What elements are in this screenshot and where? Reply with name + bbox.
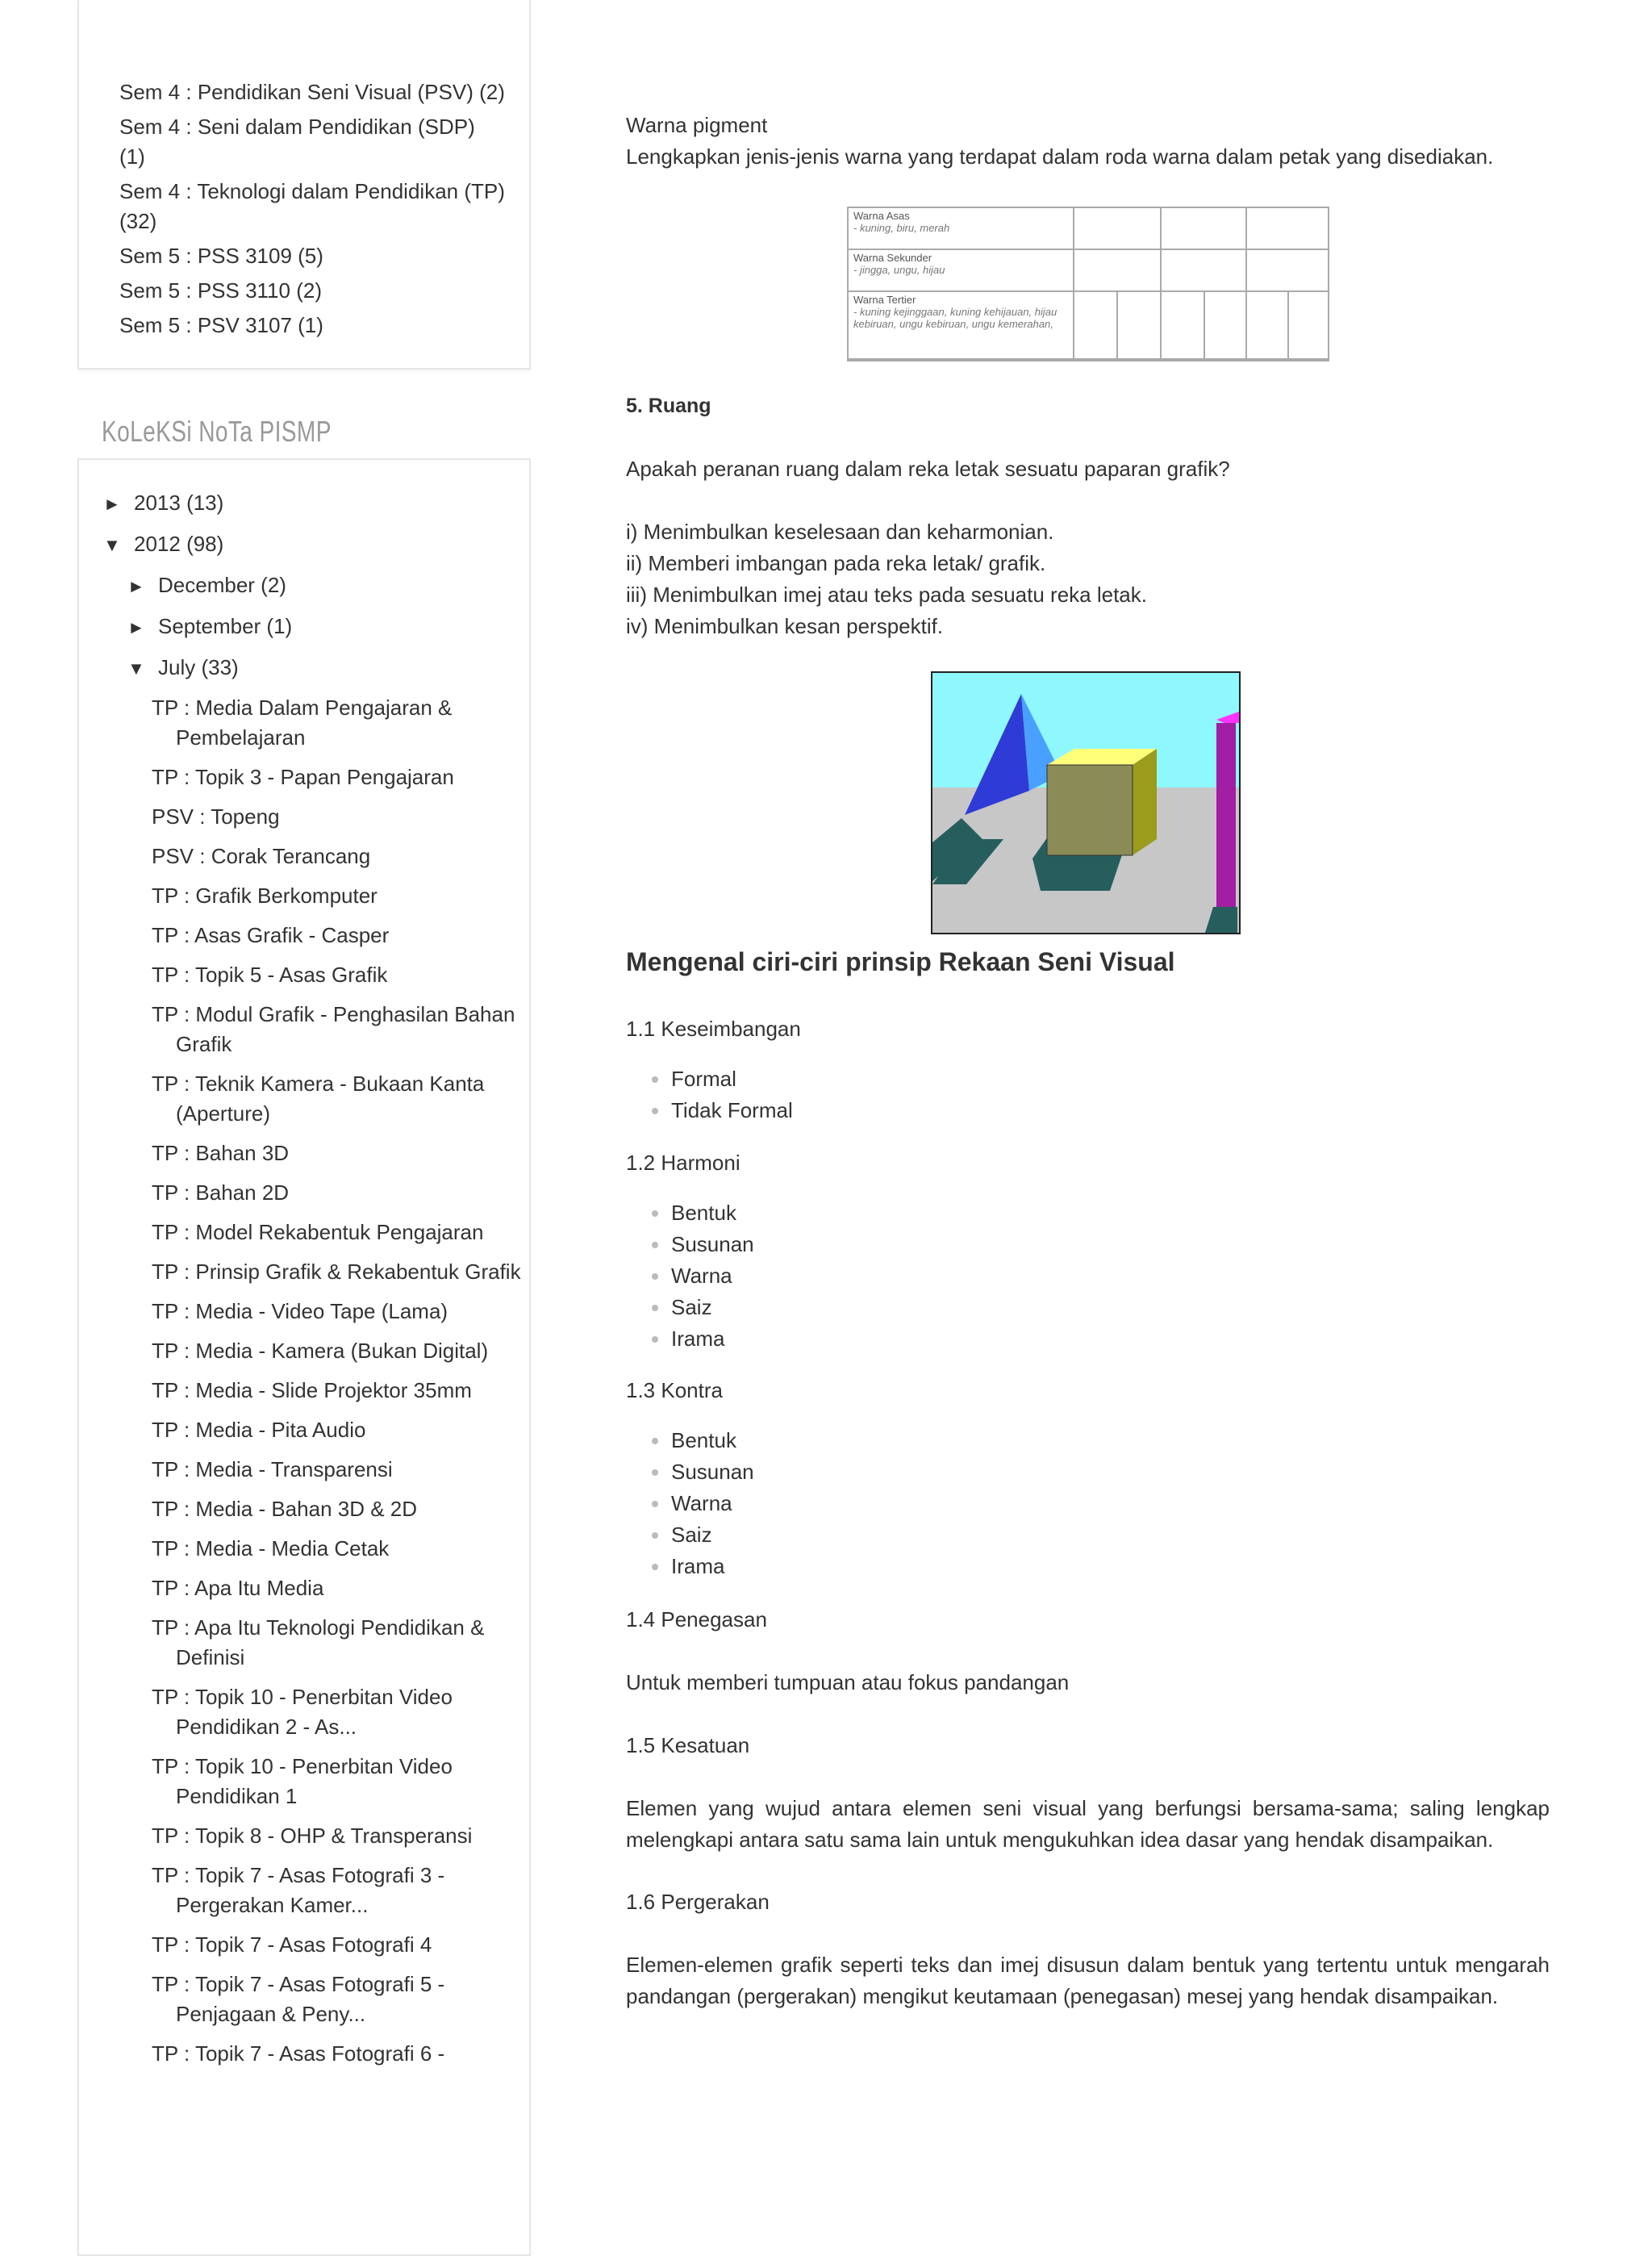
archive-post-link[interactable]: TP : Grafik Berkomputer xyxy=(152,884,378,908)
table-divider xyxy=(1160,208,1162,292)
list-item: Formal xyxy=(671,1063,1550,1095)
archive-post-link[interactable]: PSV : Topeng xyxy=(152,804,280,829)
archive-month-december xyxy=(103,570,513,602)
table-divider xyxy=(1116,292,1118,360)
archive-post-link[interactable]: TP : Topik 7 - Asas Fotografi 3 - Pergerakan Kamer... xyxy=(152,1863,445,1917)
archive-post-item xyxy=(152,1218,531,1247)
expand-arrow-icon[interactable]: ► xyxy=(127,617,145,637)
archive-post-list xyxy=(103,693,521,2069)
archive-link-july[interactable]: July (33) xyxy=(158,655,239,679)
expand-arrow-icon[interactable]: ► xyxy=(127,576,145,596)
principle-heading: 1.6 Pergerakan xyxy=(626,1890,770,1914)
tertier-items: - kuning kejinggaan, kuning kehijauan, hijau kebiruan, ungu kebiruan, ungu kemerahan, xyxy=(853,306,1058,330)
archive-post-item xyxy=(152,1138,531,1168)
archive-post-item xyxy=(152,842,531,871)
ruang-answer: iii) Menimbulkan imej atau teks pada sesuatu reka letak. xyxy=(626,583,1147,607)
archive-post-item xyxy=(152,1257,531,1287)
color-table-label xyxy=(853,294,1071,330)
asas-title: Warna Asas xyxy=(853,210,910,222)
penegasan-text: Untuk memberi tumpuan atau fokus pandangan xyxy=(626,1670,1070,1694)
archive-post-item xyxy=(152,1930,531,1960)
ruang-answer: iv) Menimbulkan kesan perspektif. xyxy=(626,614,944,638)
archive-post-link[interactable]: TP : Apa Itu Teknologi Pendidikan & Definisi xyxy=(152,1615,485,1669)
archive-post-item xyxy=(152,693,531,753)
archive-post-link[interactable]: TP : Prinsip Grafik & Rekabentuk Grafik xyxy=(152,1260,521,1284)
list-item: Warna xyxy=(671,1260,1550,1292)
list-item: Bentuk xyxy=(671,1197,1550,1229)
archive-post-item xyxy=(152,1752,531,1811)
ruang-question: Apakah peranan ruang dalam reka letak sesuatu paparan grafik? xyxy=(626,457,1230,481)
archive-post-item xyxy=(152,1069,531,1129)
list-item: Irama xyxy=(671,1551,1550,1582)
archive-post-link[interactable]: TP : Topik 7 - Asas Fotografi 4 xyxy=(152,1932,432,1957)
perspective-shapes-illustration xyxy=(932,673,1239,933)
list-item: Bentuk xyxy=(671,1425,1550,1456)
archive-post-link[interactable]: TP : Topik 7 - Asas Fotografi 6 - xyxy=(152,2041,445,2066)
archive-post-link[interactable]: TP : Media - Kamera (Bukan Digital) xyxy=(152,1339,489,1363)
list-item: Saiz xyxy=(671,1519,1550,1551)
table-divider xyxy=(1073,208,1074,360)
archive-post-link[interactable]: TP : Bahan 3D xyxy=(152,1141,290,1165)
ruang-answer: i) Menimbulkan keselesaan dan keharmonian. xyxy=(626,520,1054,544)
table-divider xyxy=(1287,292,1289,360)
expand-arrow-icon[interactable]: ► xyxy=(103,494,121,514)
archive-post-link[interactable]: TP : Bahan 2D xyxy=(152,1180,290,1205)
archive-post-item xyxy=(152,802,531,832)
archive-post-item xyxy=(152,1534,531,1564)
principle-heading: 1.5 Kesatuan xyxy=(626,1733,750,1757)
archive-post-item xyxy=(152,1178,531,1208)
list-item: Susunan xyxy=(671,1456,1550,1488)
archive-link-december[interactable]: December (2) xyxy=(158,573,286,597)
archive-post-item xyxy=(152,1000,531,1059)
archive-post-item xyxy=(152,1861,531,1920)
table-divider xyxy=(1245,208,1247,292)
principle-heading: 1.1 Keseimbangan xyxy=(626,1017,801,1041)
list-item: Susunan xyxy=(671,1229,1550,1260)
color-wheel-table xyxy=(847,207,1329,361)
archive-post-link[interactable]: TP : Topik 7 - Asas Fotografi 5 - Penjagaan & Peny... xyxy=(152,1972,445,2026)
archive-post-item xyxy=(152,881,531,911)
tertier-title: Warna Tertier xyxy=(853,294,916,306)
label-link[interactable]: Sem 4 : Teknologi dalam Pendidikan (TP) (32) xyxy=(119,179,505,233)
archive-post-link[interactable]: TP : Media - Bahan 3D & 2D xyxy=(152,1497,418,1521)
archive-post-link[interactable]: TP : Topik 10 - Penerbitan Video Pendidikan 1 xyxy=(152,1754,453,1808)
label-link[interactable]: Sem 5 : PSS 3109 (5) xyxy=(119,244,323,268)
archive-post-link[interactable]: TP : Model Rekabentuk Pengajaran xyxy=(152,1220,484,1244)
color-table-row-tertier xyxy=(849,292,1328,360)
asas-items: - kuning, biru, merah xyxy=(853,222,950,234)
pergerakan-text: Elemen-elemen grafik seperti teks dan imej disusun dalam bentuk yang tertentu untuk mengarah pandangan (pergerakan) mengikut keutamaan (penegasan) mesej yang hendak disampaikan. xyxy=(626,1953,1550,2008)
archive-year-2012 xyxy=(103,528,513,561)
archive-month-september xyxy=(103,611,513,643)
list-item: Warna xyxy=(671,1488,1550,1519)
sekunder-items: - jingga, ungu, hijau xyxy=(853,264,945,276)
archive-post-item xyxy=(152,2039,531,2069)
archive-post-item xyxy=(152,1494,531,1524)
archive-post-item xyxy=(152,960,531,990)
kontra-list xyxy=(626,1425,1550,1582)
color-table-label xyxy=(853,210,1071,234)
archive-post-link[interactable]: TP : Teknik Kamera - Bukaan Kanta (Aperture) xyxy=(152,1072,485,1126)
archive-post-link[interactable]: TP : Topik 8 - OHP & Transperansi xyxy=(152,1824,473,1848)
principle-heading: 1.4 Penegasan xyxy=(626,1607,767,1631)
warna-pigment-heading: Warna pigment xyxy=(626,113,768,137)
list-item: Irama xyxy=(671,1323,1550,1355)
color-table-row-sekunder xyxy=(849,250,1328,292)
principle-heading: 1.3 Kontra xyxy=(626,1378,723,1402)
archive-post-link[interactable]: PSV : Corak Terancang xyxy=(152,844,371,868)
archive-post-link[interactable]: TP : Topik 5 - Asas Grafik xyxy=(152,963,388,987)
label-link[interactable]: Sem 4 : Pendidikan Seni Visual (PSV) (2) xyxy=(119,80,505,104)
section-title: Mengenal ciri-ciri prinsip Rekaan Seni Visual xyxy=(626,947,1175,976)
archive-post-link[interactable]: TP : Topik 3 - Papan Pengajaran xyxy=(152,765,454,789)
archive-post-item xyxy=(152,1821,531,1851)
sekunder-title: Warna Sekunder xyxy=(853,252,932,264)
archive-post-item xyxy=(152,1573,531,1603)
archive-post-item xyxy=(152,762,531,792)
harmoni-list xyxy=(626,1197,1550,1355)
archive-link-2013[interactable]: 2013 (13) xyxy=(134,491,224,515)
table-divider xyxy=(1204,292,1205,360)
archive-post-item xyxy=(152,1376,531,1406)
archive-post-item xyxy=(152,1613,531,1673)
ruang-answer: ii) Memberi imbangan pada reka letak/ grafik. xyxy=(626,551,1046,575)
list-item: Tidak Formal xyxy=(671,1095,1550,1126)
archive-post-link[interactable]: TP : Media - Slide Projektor 35mm xyxy=(152,1378,472,1402)
archive-post-link[interactable]: TP : Asas Grafik - Casper xyxy=(152,923,390,947)
archive-post-item xyxy=(152,1455,531,1485)
archive-post-item xyxy=(152,1415,531,1445)
archive-post-item xyxy=(152,1297,531,1326)
sidebar xyxy=(77,0,531,2256)
collapse-arrow-icon[interactable]: ▼ xyxy=(127,658,145,679)
ruang-perspective-image xyxy=(931,671,1241,934)
label-link[interactable]: Sem 5 : PSS 3110 (2) xyxy=(119,278,322,303)
collapse-arrow-icon[interactable]: ▼ xyxy=(103,535,121,555)
archive-post-link[interactable]: TP : Media - Media Cetak xyxy=(152,1536,390,1560)
warna-instruction: Lengkapkan jenis-jenis warna yang terdapat dalam roda warna dalam petak yang disediakan. xyxy=(626,144,1494,169)
archive-link-2012[interactable]: 2012 (98) xyxy=(134,532,224,556)
list-item: Saiz xyxy=(671,1292,1550,1323)
archive-post-link[interactable]: TP : Media - Transparensi xyxy=(152,1457,393,1481)
archive-widget-title: KoLeKSi NoTa PISMP xyxy=(102,415,332,448)
archive-year-2013 xyxy=(103,487,513,520)
archive-post-link[interactable]: TP : Media - Pita Audio xyxy=(152,1418,366,1442)
table-divider xyxy=(1245,292,1247,360)
kesatuan-text: Elemen yang wujud antara elemen seni visual yang berfungsi bersama-sama; saling lengkap melengkapi antara satu sama lain untuk mengukuhkan idea dasar yang hendak disampaikan. xyxy=(626,1796,1550,1852)
label-link[interactable]: Sem 5 : PSV 3107 (1) xyxy=(119,313,323,337)
keseimbangan-list xyxy=(626,1063,1550,1126)
archive-link-september[interactable]: September (1) xyxy=(158,614,293,638)
ruang-heading: 5. Ruang xyxy=(626,395,711,417)
blog-archive-widget xyxy=(77,458,531,2256)
archive-post-link[interactable]: TP : Media - Video Tape (Lama) xyxy=(152,1299,448,1323)
color-table-row-asas xyxy=(849,208,1328,250)
archive-post-item xyxy=(152,1970,531,2029)
labels-widget xyxy=(77,0,531,370)
archive-post-link[interactable]: TP : Apa Itu Media xyxy=(152,1576,324,1600)
archive-post-item xyxy=(152,921,531,950)
archive-post-link[interactable]: TP : Media Dalam Pengajaran & Pembelajaran xyxy=(152,696,453,750)
principle-heading: 1.2 Harmoni xyxy=(626,1151,740,1175)
archive-post-link[interactable]: TP : Topik 10 - Penerbitan Video Pendidikan 2 - As... xyxy=(152,1685,453,1739)
archive-month-july xyxy=(103,652,513,684)
archive-post-item xyxy=(152,1682,531,1742)
archive-post-link[interactable]: TP : Modul Grafik - Penghasilan Bahan Grafik xyxy=(152,1002,515,1056)
label-link[interactable]: Sem 4 : Seni dalam Pendidikan (SDP) (1) xyxy=(119,115,475,169)
table-divider xyxy=(1160,292,1162,360)
color-table-label xyxy=(853,252,1071,276)
archive-post-item xyxy=(152,1336,531,1366)
